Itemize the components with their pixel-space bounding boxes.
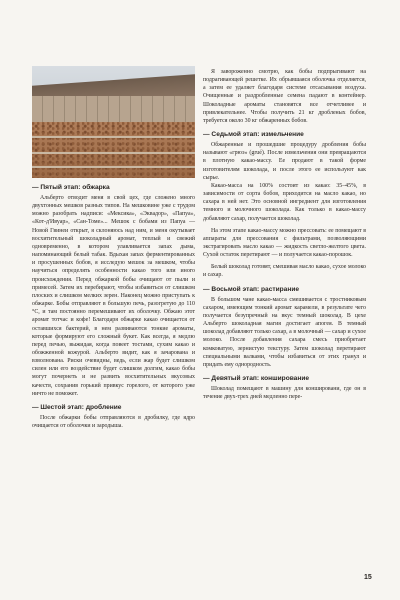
photo-beans — [32, 122, 195, 178]
cocoa-drying-photo — [32, 66, 195, 178]
paragraph: Я завороженно смотрю, как бобы подпрыгивают на подрагивающей решетке. Их обрывшаяся оболочка отделяется, а затем ее удаляет благодаря системе отсасывания воздуха. Очищенные и раздробленные семена падают в контейнер. Шоколадные ароматы становятся все отчетливее и привлекательнее. Чтобы получить 21 кг дробленых бобов, требуется около 30 кг обжаренных бобов. — [203, 69, 366, 124]
paragraph: Какао-масса на 100% состоит из какао: 35–45%, в зависимости от сорта бобов, приходится на масло какао, но сахара в ней нет. Это основной ингредиент для изготовления темного и молочного шоколада. Как только в какао-массу добавляют сахар, получается шоколад. — [203, 182, 366, 222]
paragraph: Белый шоколад готовят, смешивая масло какао, сухое молоко и сахар. — [203, 264, 366, 279]
paragraph: Обжаренные и прошедшие процедуру дробления бобы называют «грюэ» (grué). После измельчения они превращаются в плотную какао-массу. Ее продают в такой форме изготовителям шоколада, и после этого ее используют как сырье. — [203, 142, 366, 181]
left-column — [32, 66, 195, 430]
photo-wall — [32, 96, 195, 122]
photo-stripe — [32, 136, 195, 138]
paragraph: На этом этапе какао-массу можно прессовать: ее помещают в аппараты для прессования с фильтрами, позволяющими экстрагировать масло какао — жидкость светло-желтого цвета. Сухой остаток перетирают — и получается какао-порошок. — [203, 227, 366, 259]
page-number: 15 — [364, 574, 372, 581]
section-heading-conching: — Девятый этап: конширование — [203, 375, 310, 382]
paragraph: После обжарки бобы отправляются в дробилку, где ядро очищается от оболочки и зародыша. — [32, 414, 195, 430]
photo-stripe — [32, 166, 195, 168]
right-column — [203, 68, 366, 401]
paragraph: В большом чане какао-масса смешивается с тростниковым сахаром, имеющим тонкий аромат карамели, в результате чего получается безупречный на вкус темный шоколад. В цехе Альберто шоколадная магия достигает апогея. В темный шоколад добавляют только сахар, а в молочный — сахар и сухое молоко. После добавления сахара смесь приобретает комковатую, зернистую текстуру. Затем шоколад перетирают специальными валками, чтобы избавиться от этих гранул и придать ему однородность. — [203, 296, 366, 368]
photo-stripe — [32, 152, 195, 154]
section-heading-roasting: — Пятый этап: обжарка — [32, 184, 110, 191]
section-heading-grinding: — Седьмой этап: измельчение — [203, 131, 304, 139]
section-heading-refining: — Восьмой этап: растирание — [203, 285, 300, 293]
section-heading-crushing: — Шестой этап: дробление — [32, 403, 122, 411]
paragraph: Альберто отводит меня в свой цех, где сложено много двухтонных мешков разных типов. На мешковине уже с трудом можно разобрать надписи: «Мексика», «Эквадор», «Папуа», «Кот-д'Ивуар», «Сан-Томе»... Мешок с бобами из Папуа — Новой Гвинеи открыт, я склоняюсь над ним, и меня окутывает восхитительный шоколадный аромат, теплый и свежий одновременно, в котором улавливается запах дыма, напоминающий белый табак. Вдыхая запах ферментированных и просушенных бобов, я исследую мешок за мешком, чтобы научиться определять особенности какао того или иного происхождения. Перед обжаркой бобы очищают от пыли и примесей. Затем их перебирают, чтобы избавиться от слишком плоских и слишком мелких зерен. Наконец можно приступать к обжарке. Бобы отправляют в большую печь, разогретую до 110 °С, и там постоянно перемешивают их оболочку. Обжаю этот аромат тотчас и кофе! Благодаря обжарке какао очищается от оставшихся бактерий, в нем развиваются тонкие ароматы, которые формируют его сложный букет. Как всегда, я медлю перед печью, выжидая, когда повеет тостами, сухим какао и обожженной кожурой. Альберто видит, как я зачарована и взволнована. Риски очевидны, ведь, если жар будет слишком силен или его воздействие будет слишком долгим, какао бобы могут почернеть и не развить восхитительных вкусовых качеств, сохранив горький привкус горелого, от которого уже ничто не поможет. — [32, 195, 195, 397]
paragraph: Шоколад помещают в машину для коншировани, где он в течение двух-трех дней медленно пере- — [203, 386, 366, 401]
